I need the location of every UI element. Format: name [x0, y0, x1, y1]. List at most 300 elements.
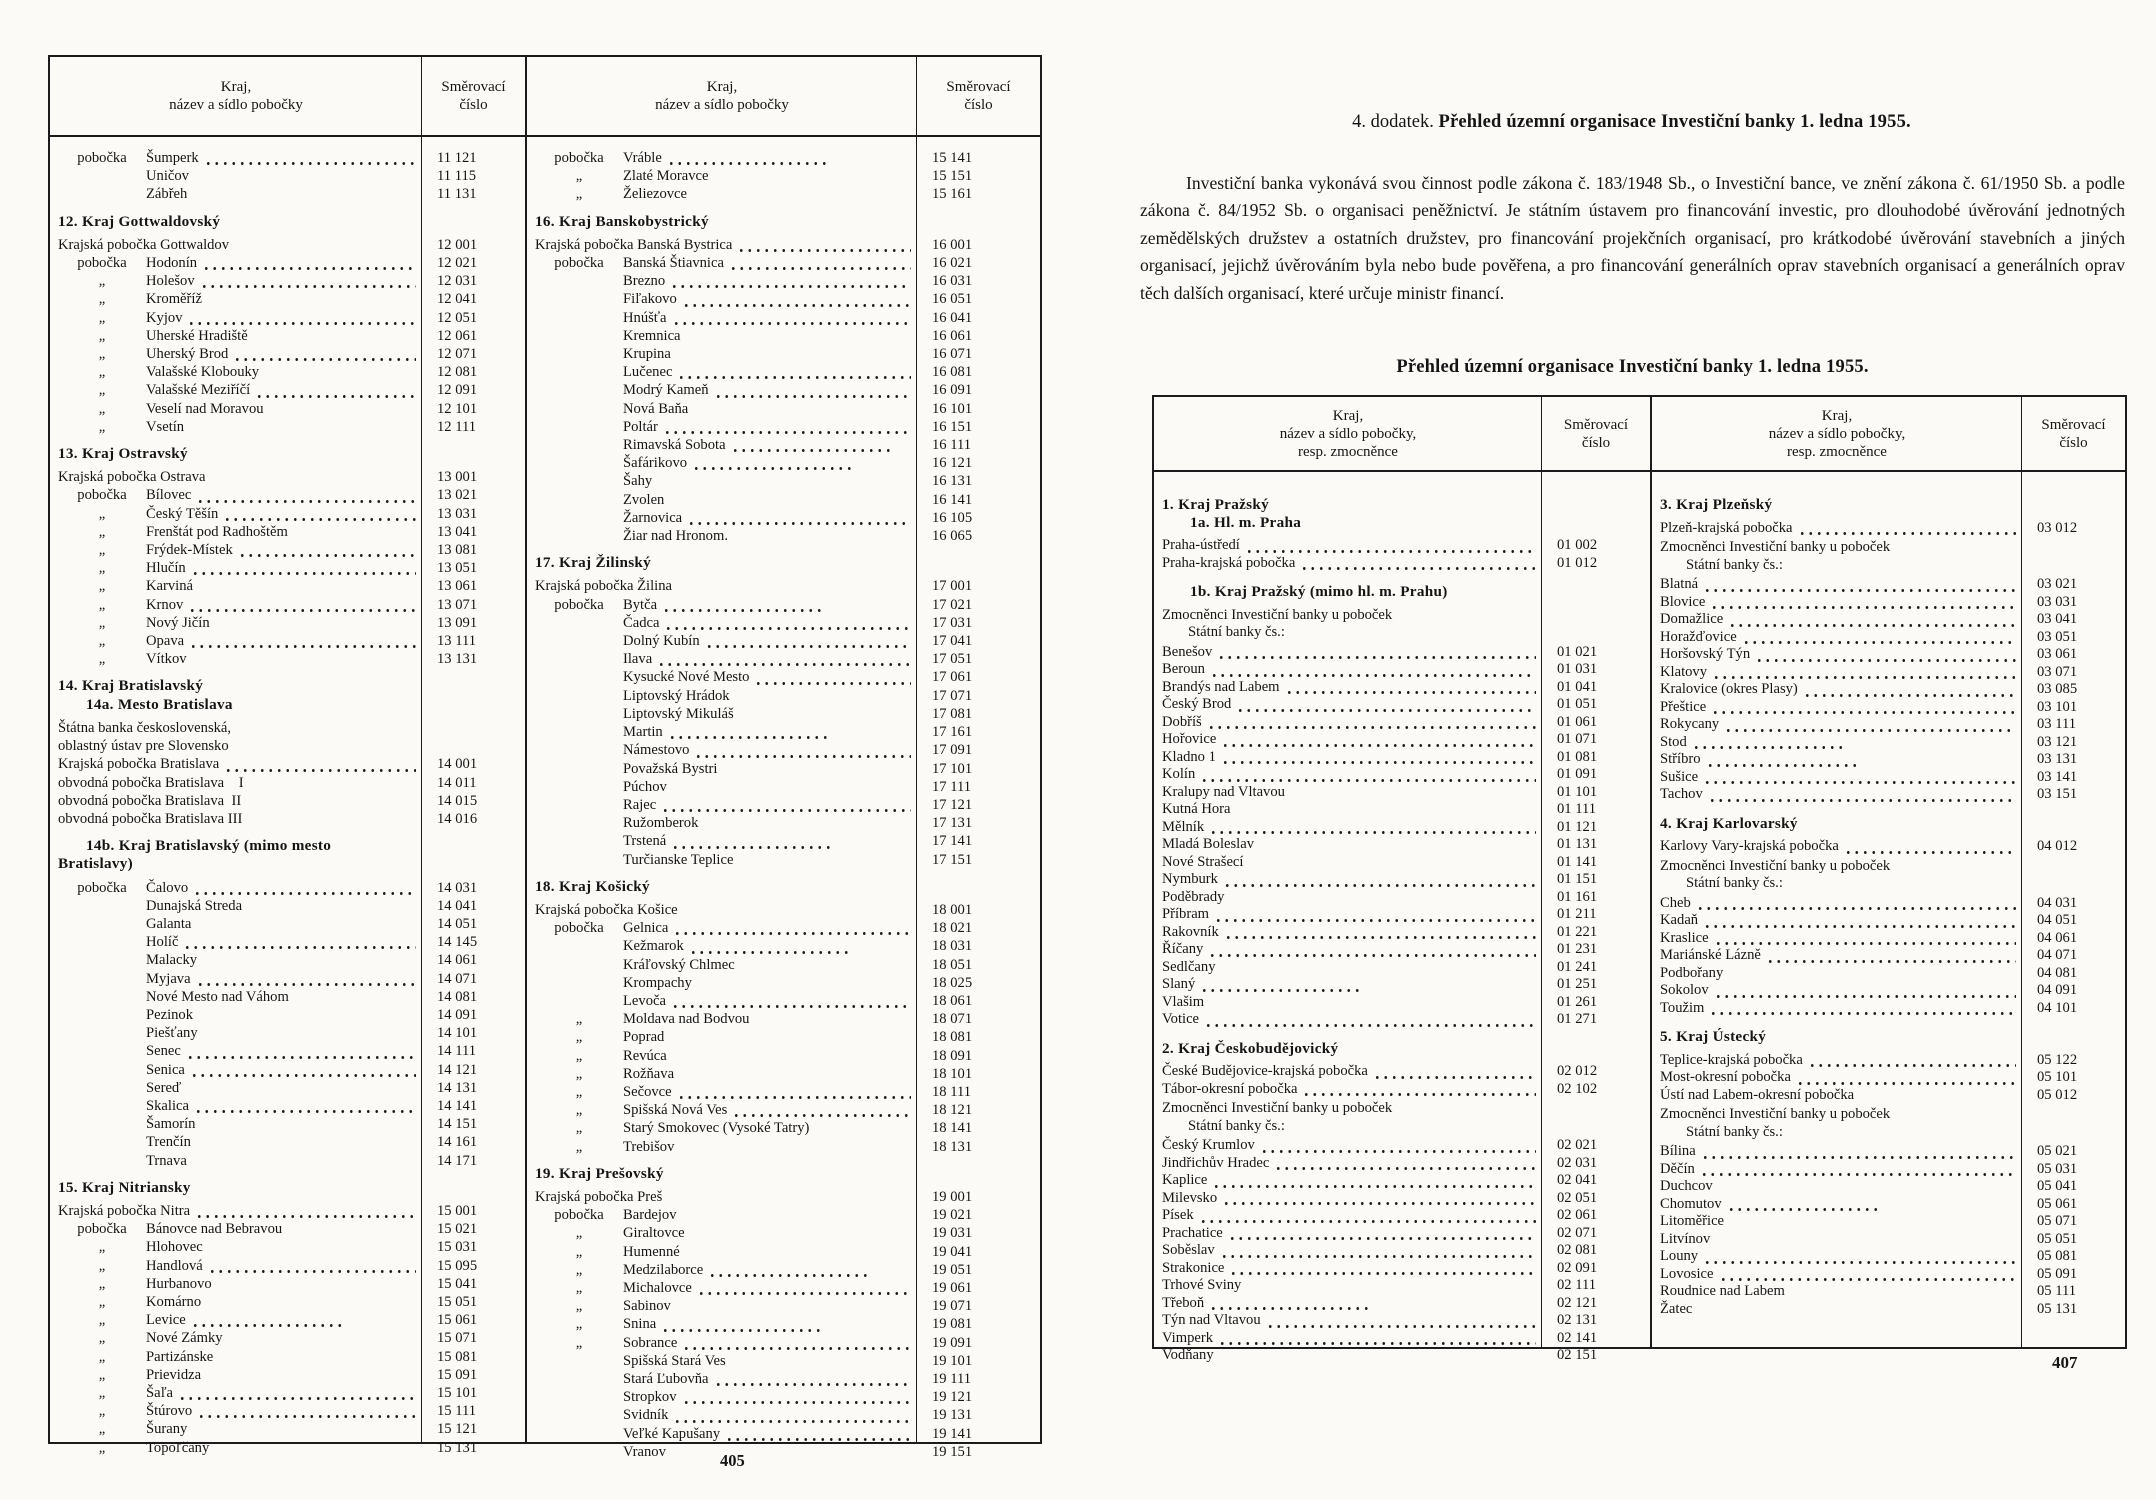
table-row — [535, 1425, 1040, 1443]
routing-code: 12 031 — [437, 273, 478, 290]
routing-code: 01 161 — [1557, 888, 1598, 905]
row-prefix: „ — [575, 1334, 583, 1351]
row-text — [1162, 784, 1542, 802]
row-text — [1660, 769, 2022, 787]
header-line: název a sídlo pobočky, — [1279, 425, 1417, 442]
routing-code: 02 151 — [1557, 1347, 1598, 1363]
routing-code: 15 121 — [437, 1421, 478, 1438]
table-row — [58, 381, 525, 399]
section-heading — [1660, 1028, 2018, 1046]
routing-code: 19 041 — [932, 1243, 973, 1260]
row-prefix: pobočka — [554, 255, 604, 272]
table-row — [1162, 1172, 1650, 1190]
routing-code: 18 111 — [932, 1083, 972, 1100]
routing-code: 16 111 — [932, 437, 972, 454]
dotted-leader — [1700, 1171, 2016, 1177]
row-text — [58, 879, 422, 897]
section-heading — [535, 1165, 913, 1183]
row-text — [535, 272, 917, 290]
routing-code: 14 001 — [437, 756, 478, 773]
branch-name: Sokolov — [1660, 982, 1709, 998]
table-row — [535, 1352, 1040, 1370]
routing-code: 03 031 — [2037, 593, 2078, 610]
row-text — [535, 327, 917, 345]
routing-code: 19 061 — [932, 1279, 973, 1296]
dotted-leader — [1204, 1022, 1536, 1028]
row-text — [1162, 731, 1542, 749]
routing-code: 17 151 — [932, 851, 973, 868]
branch-name: obvodná pobočka Bratislava II — [58, 792, 242, 809]
branch-name: Trnava — [146, 1152, 187, 1169]
row-text — [1660, 1000, 2022, 1018]
table-row — [535, 901, 1040, 919]
table-row — [1162, 1225, 1650, 1243]
row-text — [1660, 1052, 2022, 1070]
dotted-leader — [729, 265, 911, 271]
branch-name: Michalovce — [623, 1279, 692, 1296]
branch-name: Vráble — [623, 150, 662, 166]
row-text — [535, 1047, 917, 1065]
row-prefix: „ — [98, 400, 106, 417]
table-row — [535, 796, 1040, 814]
table-row — [1162, 661, 1650, 679]
row-prefix: „ — [575, 1083, 583, 1100]
section-heading-line: 14a. Mesto Bratislava — [86, 695, 233, 713]
row-text — [535, 632, 917, 650]
branch-name: Holíč — [146, 934, 179, 951]
dotted-leader — [663, 429, 911, 435]
routing-code: 17 131 — [932, 815, 973, 832]
branch-name: Blovice — [1660, 593, 1706, 610]
row-text — [58, 1293, 422, 1311]
routing-code: 15 031 — [437, 1239, 478, 1256]
branch-name: Sušice — [1660, 768, 1699, 785]
branch-name: Vsetín — [146, 418, 185, 435]
branch-name: Vítkov — [146, 651, 187, 668]
dotted-leader — [682, 1345, 911, 1351]
table-row — [535, 454, 1040, 472]
header-kraj-label — [527, 57, 917, 135]
routing-code: 13 041 — [437, 523, 478, 540]
branch-name: Zvolen — [623, 491, 665, 508]
row-text — [58, 327, 422, 345]
row-text — [1162, 1277, 1542, 1295]
table-row — [535, 509, 1040, 527]
page-number: 407 — [2052, 1353, 2078, 1372]
header-line: Směrovací — [2041, 416, 2106, 433]
dotted-leader — [1221, 759, 1536, 765]
branch-name: Poltár — [623, 418, 658, 435]
header-smerovaci-label — [422, 57, 525, 135]
branch-name: Karlovy Vary-krajská pobočka — [1660, 838, 1839, 854]
routing-code: 02 111 — [1557, 1277, 1597, 1293]
table-body — [1652, 472, 2125, 1318]
routing-code: 01 231 — [1557, 941, 1598, 957]
dotted-leader — [191, 570, 416, 576]
table-row — [58, 345, 525, 363]
row-text — [58, 596, 422, 614]
row-text — [535, 149, 917, 167]
row-text — [58, 792, 422, 810]
header-line: číslo — [459, 97, 488, 113]
routing-code: 17 111 — [932, 778, 972, 795]
header-line: Směrovací — [1563, 416, 1629, 433]
row-prefix: „ — [98, 327, 106, 344]
table-row — [1660, 751, 2125, 769]
routing-code: 05 101 — [2037, 1069, 2078, 1085]
routing-code: 14 161 — [437, 1134, 478, 1151]
branch-name: Krompachy — [623, 974, 692, 991]
routing-code: 16 051 — [932, 291, 973, 308]
table-row — [535, 832, 1040, 850]
table-row — [1660, 1213, 2125, 1231]
branch-name: Malacky — [146, 952, 198, 969]
dotted-leader — [1796, 1080, 2016, 1086]
dotted-leader — [1285, 689, 1536, 695]
dotted-leader — [682, 302, 911, 308]
table-row — [58, 1152, 525, 1170]
table-row — [1162, 749, 1650, 767]
branch-name: Hlohovec — [146, 1239, 203, 1256]
section-heading-line: 16. Kraj Banskobystrický — [535, 212, 709, 230]
table-row — [1660, 769, 2125, 787]
branch-name: Medzilaborce — [623, 1261, 704, 1278]
routing-code: 13 051 — [437, 560, 478, 577]
row-text — [58, 577, 422, 595]
table-row — [1660, 1266, 2125, 1284]
routing-code: 16 061 — [932, 327, 973, 344]
table-row — [535, 1101, 1040, 1119]
row-text — [1162, 941, 1542, 959]
routing-code: 16 141 — [932, 491, 973, 508]
branch-name: Starý Smokovec (Vysoké Tatry) — [623, 1120, 810, 1137]
routing-code: 17 141 — [932, 833, 973, 850]
row-text — [58, 1366, 422, 1384]
dotted-leader — [725, 1436, 911, 1442]
row-text — [1162, 537, 1542, 555]
branch-name: Spišská Nová Ves — [623, 1102, 728, 1119]
branch-name: Horšovský Týn — [1660, 646, 1751, 662]
routing-code: 13 061 — [437, 578, 478, 595]
branch-name: Sobrance — [623, 1334, 678, 1351]
routing-code: 15 041 — [437, 1275, 478, 1292]
table-row — [58, 774, 525, 792]
row-text — [1162, 836, 1542, 854]
row-prefix: „ — [98, 1293, 106, 1310]
dotted-leader — [664, 625, 911, 631]
row-text — [58, 149, 422, 167]
routing-code: 19 001 — [932, 1188, 973, 1205]
agents-note-line: Státní banky čs.: — [1686, 556, 1783, 573]
table-row — [58, 505, 525, 523]
routing-code: 17 071 — [932, 687, 973, 704]
table-row — [1660, 1143, 2125, 1161]
row-prefix: „ — [98, 273, 106, 290]
dotted-leader — [1708, 797, 2016, 803]
section-heading — [535, 213, 913, 231]
row-text — [58, 400, 422, 418]
row-text — [1162, 819, 1542, 837]
routing-code: 02 071 — [1557, 1224, 1598, 1241]
table-row — [1660, 1161, 2125, 1179]
branch-name: Šurany — [146, 1421, 188, 1438]
branch-name: Tachov — [1660, 786, 1703, 802]
branch-name: Most-okresní pobočka — [1660, 1069, 1791, 1085]
header-line: Směrovací — [441, 79, 506, 95]
row-text — [535, 454, 917, 472]
agents-note — [1162, 607, 1650, 642]
table-row — [58, 1329, 525, 1347]
row-text — [535, 705, 917, 723]
row-text — [1162, 889, 1542, 907]
routing-code: 16 091 — [932, 382, 973, 399]
table-row — [58, 149, 525, 167]
title-main: Přehled územní organisace Investiční banky 1. ledna 1955. — [1438, 112, 1911, 132]
row-prefix: „ — [98, 309, 106, 326]
dotted-leader — [1302, 1091, 1536, 1097]
routing-code: 12 111 — [437, 418, 477, 435]
routing-code: 17 061 — [932, 669, 973, 686]
table-row — [535, 1443, 1040, 1461]
branch-name: Poprad — [623, 1029, 665, 1046]
branch-name: Český Brod — [1162, 696, 1232, 712]
row-prefix: „ — [98, 1312, 106, 1329]
table-row — [58, 1275, 525, 1293]
table-header — [1154, 397, 1650, 472]
row-text — [1660, 699, 2022, 717]
branch-name: Vlašim — [1162, 993, 1205, 1010]
routing-code: 18 001 — [932, 901, 973, 918]
row-text — [58, 755, 422, 773]
dotted-leader — [673, 930, 911, 936]
branch-name: Benešov — [1162, 643, 1213, 660]
section-heading — [1162, 583, 1538, 601]
table-row — [1162, 819, 1650, 837]
routing-code: 02 041 — [1557, 1172, 1598, 1188]
table-row — [58, 290, 525, 308]
table-row — [535, 1028, 1040, 1046]
table-row — [58, 1079, 525, 1097]
branch-name: Kladno 1 — [1162, 748, 1216, 765]
table-row — [535, 760, 1040, 778]
table-row — [535, 1406, 1040, 1424]
routing-code: 15 091 — [437, 1366, 478, 1383]
branch-name: Prievidza — [146, 1366, 202, 1383]
row-prefix: „ — [98, 1385, 106, 1401]
routing-code: 05 122 — [2037, 1051, 2078, 1068]
routing-code: 17 031 — [932, 614, 973, 631]
row-prefix: pobočka — [554, 920, 604, 937]
dotted-leader — [714, 1381, 911, 1387]
row-text — [58, 1006, 422, 1024]
branch-name: Skalica — [146, 1097, 189, 1114]
table-row — [535, 919, 1040, 937]
branch-name: Chomutov — [1660, 1195, 1722, 1212]
row-text — [1660, 912, 2022, 930]
dotted-leader — [1703, 923, 2016, 929]
routing-code: 19 141 — [932, 1425, 973, 1442]
routing-code: 17 081 — [932, 705, 973, 722]
branch-name: Přeštice — [1660, 698, 1707, 715]
dotted-leader — [186, 1054, 416, 1060]
branch-name: Námestovo — [623, 742, 690, 759]
section-heading-line: 19. Kraj Prešovský — [535, 1164, 664, 1182]
routing-code: 05 131 — [2037, 1300, 2078, 1317]
dotted-leader — [1300, 565, 1536, 571]
table-row — [58, 1293, 525, 1311]
routing-code: 02 102 — [1557, 1080, 1598, 1097]
branch-name: Želiezovce — [623, 186, 688, 203]
routing-code: 04 071 — [2037, 947, 2078, 963]
branch-name: Dunajská Streda — [146, 897, 243, 914]
branch-name: Bílovec — [146, 487, 192, 504]
routing-code: 16 151 — [932, 418, 973, 435]
routing-code: 13 111 — [437, 633, 477, 650]
dotted-leader — [1221, 742, 1536, 748]
branch-name: Turčianske Teplice — [623, 851, 734, 868]
routing-code: 05 041 — [2037, 1178, 2078, 1194]
dotted-leader — [233, 356, 416, 362]
routing-code: 14 151 — [437, 1116, 478, 1133]
section-heading-line: 18. Kraj Košický — [535, 877, 650, 895]
dotted-leader — [191, 1322, 344, 1328]
table-row — [58, 792, 525, 810]
table-row — [58, 970, 525, 988]
row-text — [1660, 611, 2022, 629]
row-text — [535, 345, 917, 363]
dotted-leader — [1701, 1154, 2016, 1160]
section-heading-line: 15. Kraj Nitriansky — [58, 1178, 191, 1196]
row-text — [58, 1220, 422, 1238]
table-row — [1162, 1295, 1650, 1313]
row-text — [58, 1202, 422, 1220]
row-text — [535, 1119, 917, 1137]
table-row — [535, 400, 1040, 418]
table-row — [535, 992, 1040, 1010]
row-text — [535, 418, 917, 436]
table-row — [1660, 982, 2125, 1000]
routing-code: 05 021 — [2037, 1143, 2078, 1159]
branch-name: Vodňany — [1162, 1347, 1214, 1363]
agents-note-line: Zmocněnci Investiční banky u poboček — [1162, 1100, 1393, 1116]
row-text — [1162, 871, 1542, 889]
header-line: název a sídlo pobočky — [169, 97, 303, 113]
section-heading — [1660, 496, 2018, 514]
routing-code: 19 131 — [932, 1407, 973, 1424]
dotted-leader — [1808, 1062, 2016, 1068]
dotted-leader — [687, 520, 911, 526]
branch-name: Púchov — [623, 778, 667, 795]
branch-name: Poděbrady — [1162, 888, 1225, 905]
branch-name: Roudnice nad Labem — [1660, 1283, 1785, 1299]
table-row — [1660, 838, 2125, 856]
routing-code: 12 041 — [437, 291, 478, 308]
table-body — [50, 137, 525, 1457]
table-row — [535, 236, 1040, 254]
table-row — [535, 272, 1040, 290]
row-text — [535, 1406, 917, 1424]
row-text — [58, 345, 422, 363]
dotted-leader — [1200, 987, 1360, 993]
section-heading-line: 14. Kraj Bratislavský — [58, 677, 204, 695]
branch-name: Zlaté Moravce — [623, 168, 709, 185]
dotted-leader — [667, 160, 827, 166]
row-text — [1162, 1295, 1542, 1313]
section-heading — [535, 554, 913, 572]
routing-code: 03 085 — [2037, 681, 2078, 697]
section-heading-line: 12. Kraj Gottwaldovský — [58, 212, 221, 230]
row-prefix: „ — [98, 542, 106, 559]
branch-name: Humenné — [623, 1243, 680, 1260]
routing-code: 18 071 — [932, 1011, 973, 1028]
dotted-leader — [188, 607, 416, 613]
table-row — [535, 614, 1040, 632]
branch-name: Brezno — [623, 273, 666, 290]
branch-name: Snina — [623, 1316, 657, 1333]
routing-code: 11 115 — [437, 168, 477, 185]
routing-code: 18 121 — [932, 1102, 973, 1119]
dotted-leader — [1260, 1148, 1536, 1154]
branch-name: Dobříš — [1162, 713, 1202, 730]
row-text — [58, 1257, 422, 1275]
table-row — [535, 149, 1040, 167]
routing-code: 01 002 — [1557, 537, 1598, 553]
row-text — [1660, 895, 2022, 913]
row-text — [58, 1420, 422, 1438]
branch-name: Litoměřice — [1660, 1213, 1725, 1229]
dotted-leader — [1228, 1235, 1536, 1241]
table-row — [535, 381, 1040, 399]
table-row — [58, 486, 525, 504]
table-row — [535, 1065, 1040, 1083]
branch-name: Týn nad Vltavou — [1162, 1312, 1261, 1328]
row-text — [1162, 1330, 1542, 1348]
table-row — [535, 814, 1040, 832]
routing-code: 18 091 — [932, 1047, 973, 1064]
row-text — [535, 741, 917, 759]
branch-name: Podbořany — [1660, 964, 1724, 981]
branch-name: obvodná pobočka Bratislava I — [58, 774, 244, 791]
row-text — [1660, 1087, 2022, 1105]
routing-code: 03 051 — [2037, 628, 2078, 645]
row-text — [58, 1402, 422, 1420]
dotted-leader — [1266, 1323, 1536, 1329]
row-text — [1660, 1283, 2022, 1301]
table-column-pair — [1650, 397, 2125, 1347]
table-row — [535, 472, 1040, 490]
branch-name: Šaľa — [146, 1385, 173, 1401]
branch-name: Senec — [146, 1043, 181, 1060]
row-text — [1660, 1301, 2022, 1319]
branch-name: Říčany — [1162, 941, 1204, 957]
routing-code: 03 101 — [2037, 698, 2078, 715]
dotted-leader — [1212, 1183, 1536, 1189]
routing-code: 02 121 — [1557, 1294, 1598, 1311]
branch-name: Krupina — [623, 346, 671, 363]
branch-name: Giraltovce — [623, 1225, 685, 1242]
branch-name: Rožňava — [623, 1065, 675, 1082]
row-text — [58, 737, 422, 755]
routing-code: 01 131 — [1557, 836, 1598, 852]
table-row — [1660, 1231, 2125, 1249]
row-text — [1162, 714, 1542, 732]
branch-name: Galanta — [146, 915, 192, 932]
branch-name: Bytča — [623, 596, 658, 613]
table-row — [535, 1206, 1040, 1224]
row-text — [1660, 930, 2022, 948]
row-text — [58, 1097, 422, 1115]
table-row — [535, 1261, 1040, 1279]
